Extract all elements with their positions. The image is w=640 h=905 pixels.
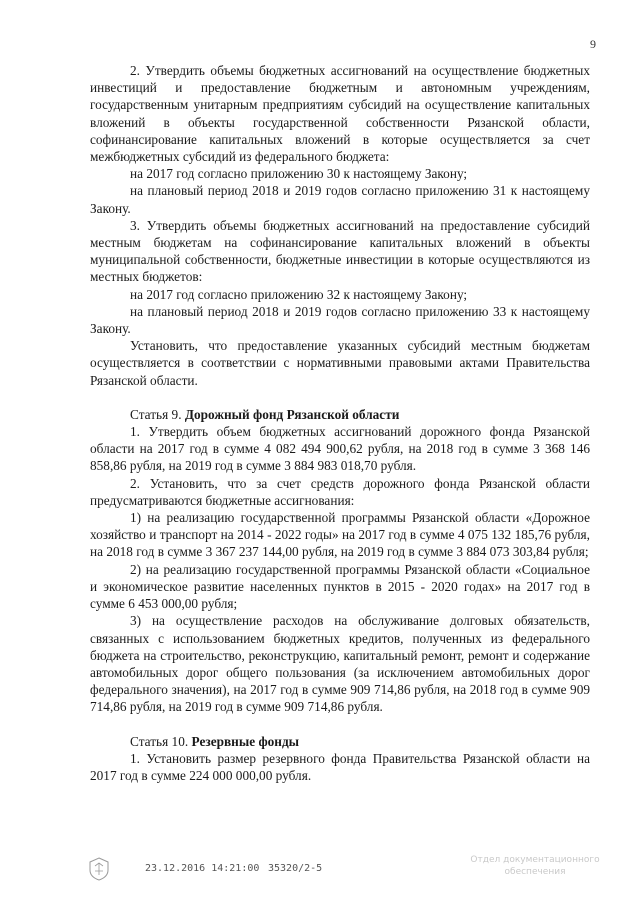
- article-9-heading: [90, 406, 590, 423]
- paragraph-local-subsidies: 3. Утвердить объемы бюджетных ассигнований на предоставление субсидий местным бюджетам на софинансирование капитальных вложений в объекты муниципальной собственности, бюджетные инвестиции в которые осуществляются из местных бюджетов:: [90, 217, 590, 285]
- footer-stamp: [470, 854, 600, 878]
- footer-date: 23.12.2016 14:21:00: [145, 863, 260, 874]
- article-9-paragraph-1: 1. Утвердить объем бюджетных ассигнований дорожного фонда Рязанской области на 2017 год в сумме 4 082 494 900,62 рубля, на 2018 год в сумме 3 368 146 858,86 рубля, на 2019 год в сумме 3 884 983 018,70 рубля.: [90, 424, 590, 474]
- footer-stamp-line-1: Отдел документационного: [470, 855, 600, 865]
- paragraph-appendix-32: на 2017 год согласно приложению 32 к настоящему Закону;: [130, 286, 468, 302]
- document-body: [90, 62, 590, 784]
- article-10-title: Резервные фонды: [191, 733, 300, 749]
- article-9-prefix: Статья 9.: [130, 406, 185, 422]
- article-9-paragraph-2: 2. Установить, что за счет средств дорожного фонда Рязанской области предусматриваются бюджетные ассигнования:: [90, 475, 590, 508]
- footer-document-number: 35320/2-5: [268, 863, 323, 874]
- article-9-title: Дорожный фонд Рязанской области: [184, 406, 400, 422]
- article-10-paragraph-1: 1. Установить размер резервного фонда Правительства Рязанской области на 2017 год в сумме 224 000 000,00 рубля.: [90, 750, 590, 783]
- coat-of-arms-icon: [86, 856, 112, 882]
- page-number: 9: [590, 37, 596, 51]
- article-9-item-1: 1) на реализацию государственной программы Рязанской области «Дорожное хозяйство и транспорт на 2014 - 2022 годы» на 2017 год в сумме 4 075 132 185,76 рубля, на 2018 год в сумме 3 367 237 144,00 рубля, на 2019 год в сумме 3 884 073 303,84 рубля;: [90, 510, 590, 560]
- paragraph-budget-investments: 2. Утвердить объемы бюджетных ассигнований на осуществление бюджетных инвестиций и предоставление бюджетным и автономным учреждениям, государственным унитарным предприятиям субсидий на осуществление капитальных вложений в объекты государственной собственности Рязанской области, софинансирование капитальных вложений в которые осуществляется за счет межбюджетных субсидий из федерального бюджета:: [90, 63, 590, 165]
- article-9-item-2: 2) на реализацию государственной программы Рязанской области «Социальное и экономическое развитие населенных пунктов в 2015 - 2020 годах» на 2017 год в сумме 6 453 000,00 рубля;: [90, 561, 590, 612]
- paragraph-appendix-33: на плановый период 2018 и 2019 годов согласно приложению 33 к настоящему Закону.: [90, 303, 590, 337]
- paragraph-appendix-31: на плановый период 2018 и 2019 годов согласно приложению 31 к настоящему Закону.: [90, 183, 590, 216]
- paragraph-subsidy-provision: Установить, что предоставление указанных субсидий местным бюджетам осуществляется в соответствии с нормативными правовыми актами Правительства Рязанской области.: [90, 338, 590, 388]
- article-10-heading: [90, 733, 590, 750]
- paragraph-appendix-30: на 2017 год согласно приложению 30 к настоящему Закону;: [130, 166, 468, 182]
- footer-stamp-line-2: обеспечения: [504, 867, 566, 877]
- article-10-prefix: Статья 10.: [130, 733, 192, 749]
- page-footer: [0, 848, 640, 898]
- article-9-item-3: 3) на осуществление расходов на обслуживание долговых обязательств, связанных с использованием бюджетных кредитов, полученных из федерального бюджета на строительство, реконструкцию, капитальный ремонт, ремонт и содержание автомобильных дорог общего пользования (за исключением автомобильных дорог федерального значения), на 2017 год в сумме 909 714,86 рубля, на 2018 год в сумме 909 714,86 рубля, на 2019 год в сумме 909 714,86 рубля.: [90, 613, 590, 715]
